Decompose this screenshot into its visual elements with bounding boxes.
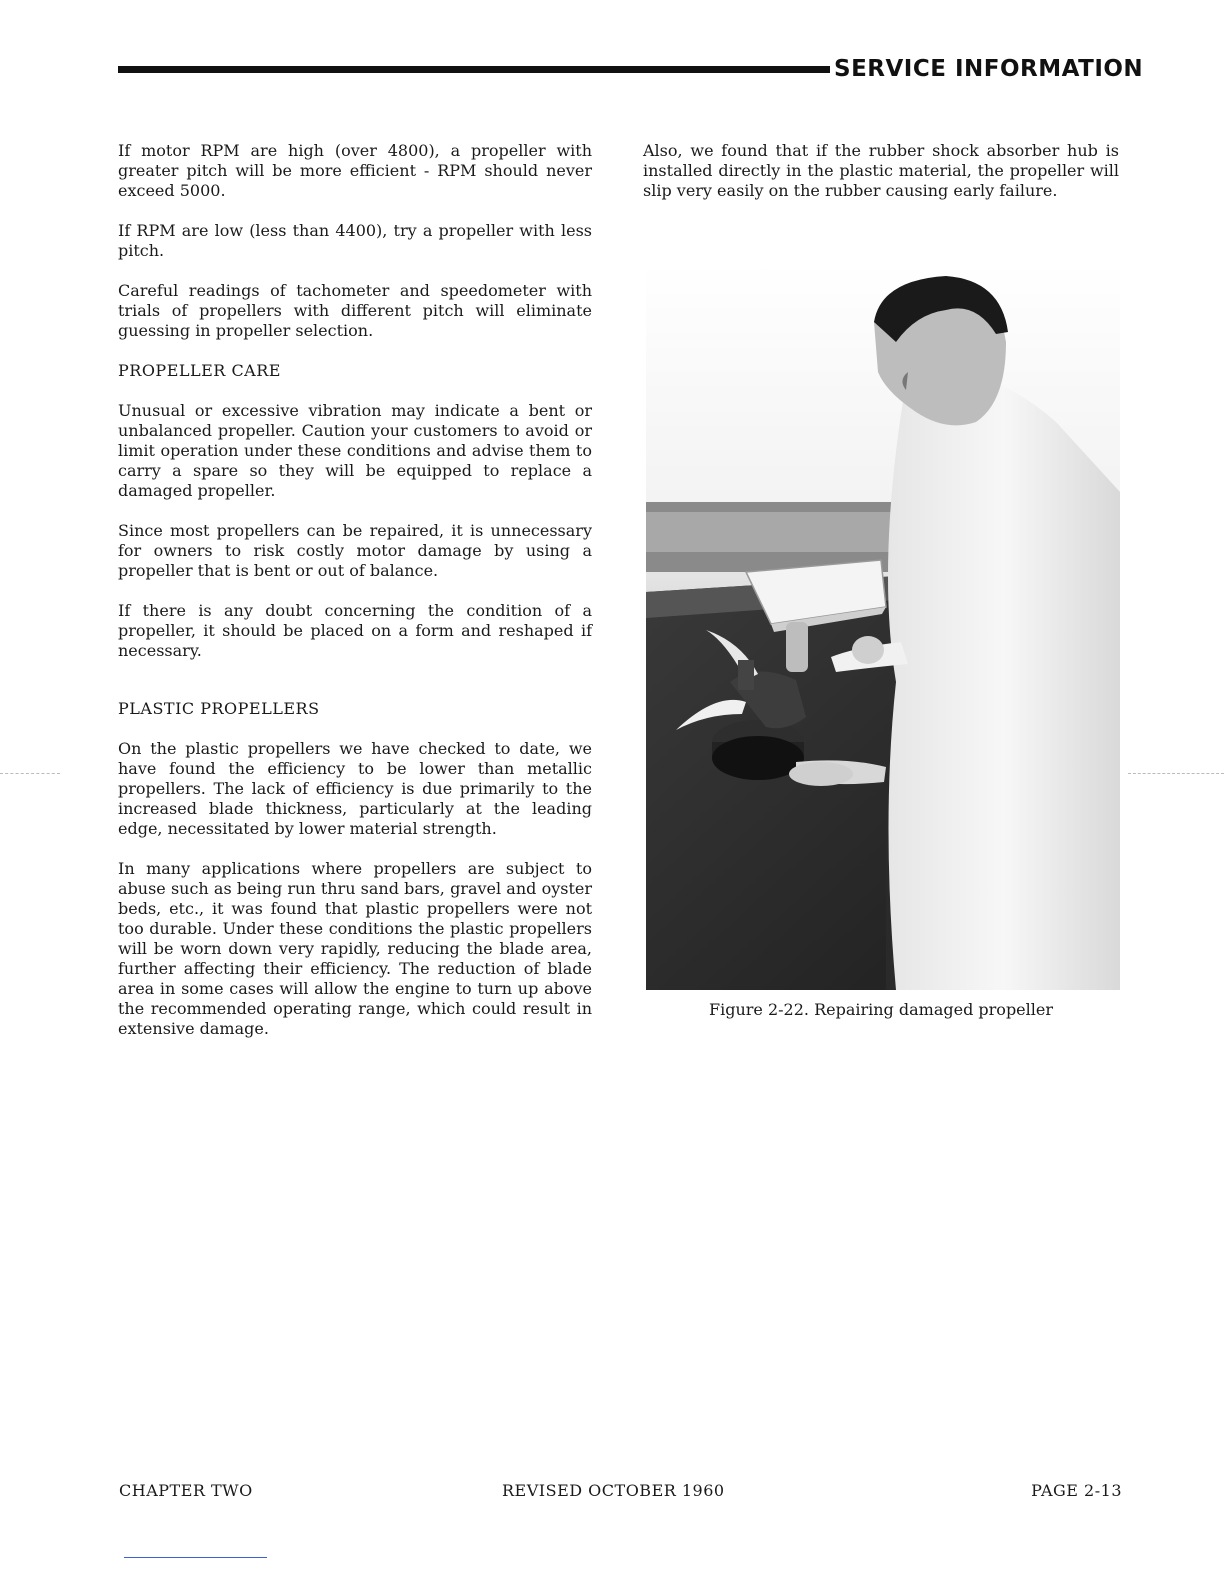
paragraph-rpm-high: If motor RPM are high (over 4800), a propeller with greater pitch will be more efficient - RPM should never exceed 5000.	[118, 141, 592, 200]
paragraph-vibration: Unusual or excessive vibration may indicate a bent or unbalanced propeller. Caution your customers to avoid or limit operation under these conditions and advise them to carry a spare so they will be equipped to replace a damaged propeller.	[118, 401, 592, 500]
figure-photo-repairing-propeller	[646, 262, 1120, 990]
paragraph-repair: Since most propellers can be repaired, it is unnecessary for owners to risk costly motor damage by using a propeller that is bent or out of balance.	[118, 521, 592, 580]
paragraph-rubber-hub: Also, we found that if the rubber shock absorber hub is installed directly in the plastic material, the propeller will slip very easily on the rubber causing early failure.	[643, 141, 1119, 200]
right-margin-mark	[1128, 773, 1224, 774]
bottom-rule	[124, 1557, 267, 1558]
header-rule	[118, 66, 830, 73]
figure-caption: Figure 2-22. Repairing damaged propeller	[708, 1000, 1053, 1019]
paragraph-doubt: If there is any doubt concerning the condition of a propeller, it should be placed on a form and reshaped if necessary.	[118, 601, 592, 660]
right-column	[643, 141, 1119, 221]
footer-chapter: CHAPTER TWO	[119, 1481, 253, 1500]
heading-plastic-propellers: PLASTIC PROPELLERS	[118, 699, 320, 718]
page-header-title: SERVICE INFORMATION	[834, 56, 1144, 82]
footer-page-number: PAGE 2-13	[1031, 1481, 1122, 1500]
paragraph-plastic-abuse: In many applications where propellers are subject to abuse such as being run thru sand bars, gravel and oyster beds, etc., it was found that plastic propellers were not too durable. Under these conditions the plastic propellers will be worn down very rapidly, reducing the blade area, further affecting their efficiency. The reduction of blade area in some cases will allow the engine to turn up above the recommended operating range, which could result in extensive damage.	[118, 859, 592, 1038]
paragraph-readings: Careful readings of tachometer and speedometer with trials of propellers with different pitch will eliminate guessing in propeller selection.	[118, 281, 592, 340]
left-column	[118, 141, 592, 1059]
footer-revised-date: REVISED OCTOBER 1960	[502, 1481, 725, 1500]
paragraph-rpm-low: If RPM are low (less than 4400), try a propeller with less pitch.	[118, 221, 592, 260]
paragraph-plastic-efficiency: On the plastic propellers we have checked to date, we have found the efficiency to be lower than metallic propellers. The lack of efficiency is due primarily to the increased blade thickness, particularly at the leading edge, necessitated by lower material strength.	[118, 739, 592, 838]
left-margin-mark	[0, 773, 60, 774]
heading-propeller-care: PROPELLER CARE	[118, 361, 281, 380]
